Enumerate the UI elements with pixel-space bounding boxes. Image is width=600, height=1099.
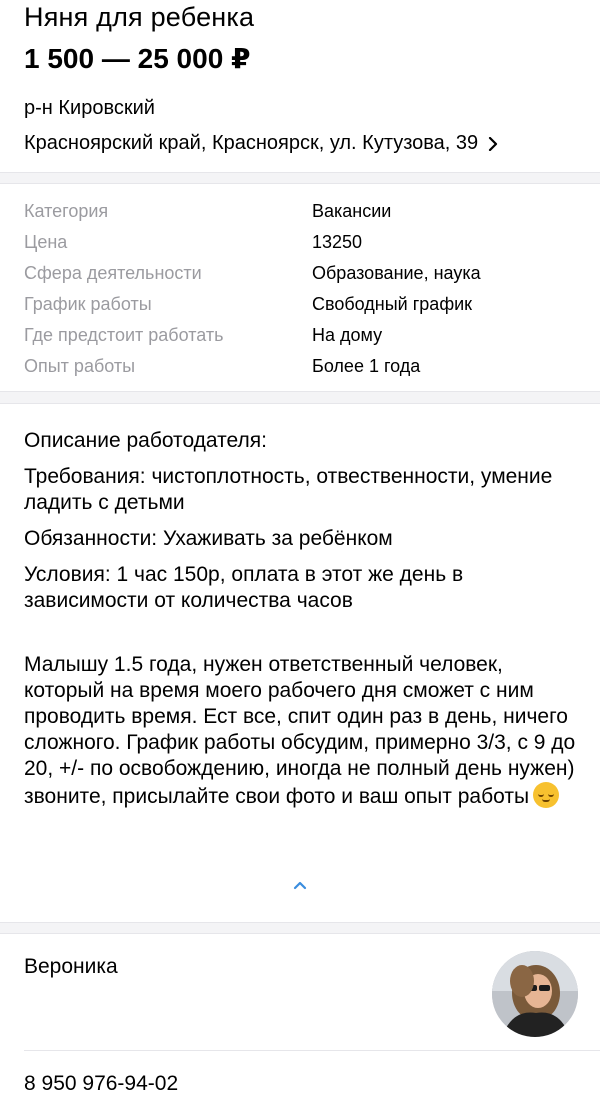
chevron-right-icon — [488, 137, 498, 151]
description-requirements: Требования: чистоплотность, отвественности, умение ладить с детьми — [24, 465, 553, 514]
param-name: Цена — [24, 232, 68, 252]
seller-avatar[interactable] — [492, 951, 578, 1037]
description-duties: Обязанности: Ухаживать за ребёнком — [24, 527, 393, 550]
section-separator — [0, 391, 600, 404]
param-row — [24, 351, 584, 382]
address-link[interactable] — [24, 132, 498, 155]
param-name: Где предстоит работать — [24, 325, 224, 345]
param-name: График работы — [24, 294, 152, 314]
param-value: Образование, наука — [312, 263, 481, 283]
description-heading: Описание работодателя: — [24, 429, 267, 452]
listing-price: 1 500 — 25 000 ₽ — [24, 43, 251, 74]
section-separator — [0, 922, 600, 934]
district: р-н Кировский — [24, 97, 155, 119]
param-value: 13250 — [312, 232, 363, 252]
param-value: На дому — [312, 325, 383, 345]
param-value: Более 1 года — [312, 356, 421, 376]
address-text: Красноярский край, Красноярск, ул. Кутузова, 39 — [24, 132, 479, 154]
param-name: Сфера деятельности — [24, 263, 202, 283]
description-details-block — [24, 652, 584, 810]
divider — [24, 1050, 600, 1051]
param-row — [24, 258, 584, 289]
description-conditions: Условия: 1 час 150р, оплата в этот же день в зависимости от количества часов — [24, 563, 464, 612]
seller-name[interactable]: Вероника — [24, 955, 118, 978]
avatar-photo-icon — [492, 951, 578, 1037]
description — [24, 428, 584, 820]
param-row — [24, 196, 584, 227]
param-name: Категория — [24, 201, 109, 221]
section-separator — [0, 172, 600, 184]
param-value: Вакансии — [312, 201, 392, 221]
param-row — [24, 320, 584, 351]
relieved-face-emoji-icon — [533, 782, 559, 808]
param-name: Опыт работы — [24, 356, 136, 376]
description-details: Малышу 1.5 года, нужен ответственный человек, который на время моего рабочего дня сможет с ним проводить время. Ест все, спит один раз в день, ничего сложного. График работы обсудим, примерно 3/3, с 9 до 20, +/- по освобождению, иногда не полный день нужен) звоните, присылайте свои фото и ваш опыт работы — [24, 653, 576, 808]
chevron-up-icon[interactable] — [290, 878, 310, 892]
param-row — [24, 289, 584, 320]
params-table — [24, 196, 584, 382]
seller-phone[interactable]: 8 950 976-94-02 — [24, 1072, 179, 1095]
param-row — [24, 227, 584, 258]
param-value: Свободный график — [312, 294, 473, 314]
listing-title: Няня для ребенка — [24, 2, 255, 32]
